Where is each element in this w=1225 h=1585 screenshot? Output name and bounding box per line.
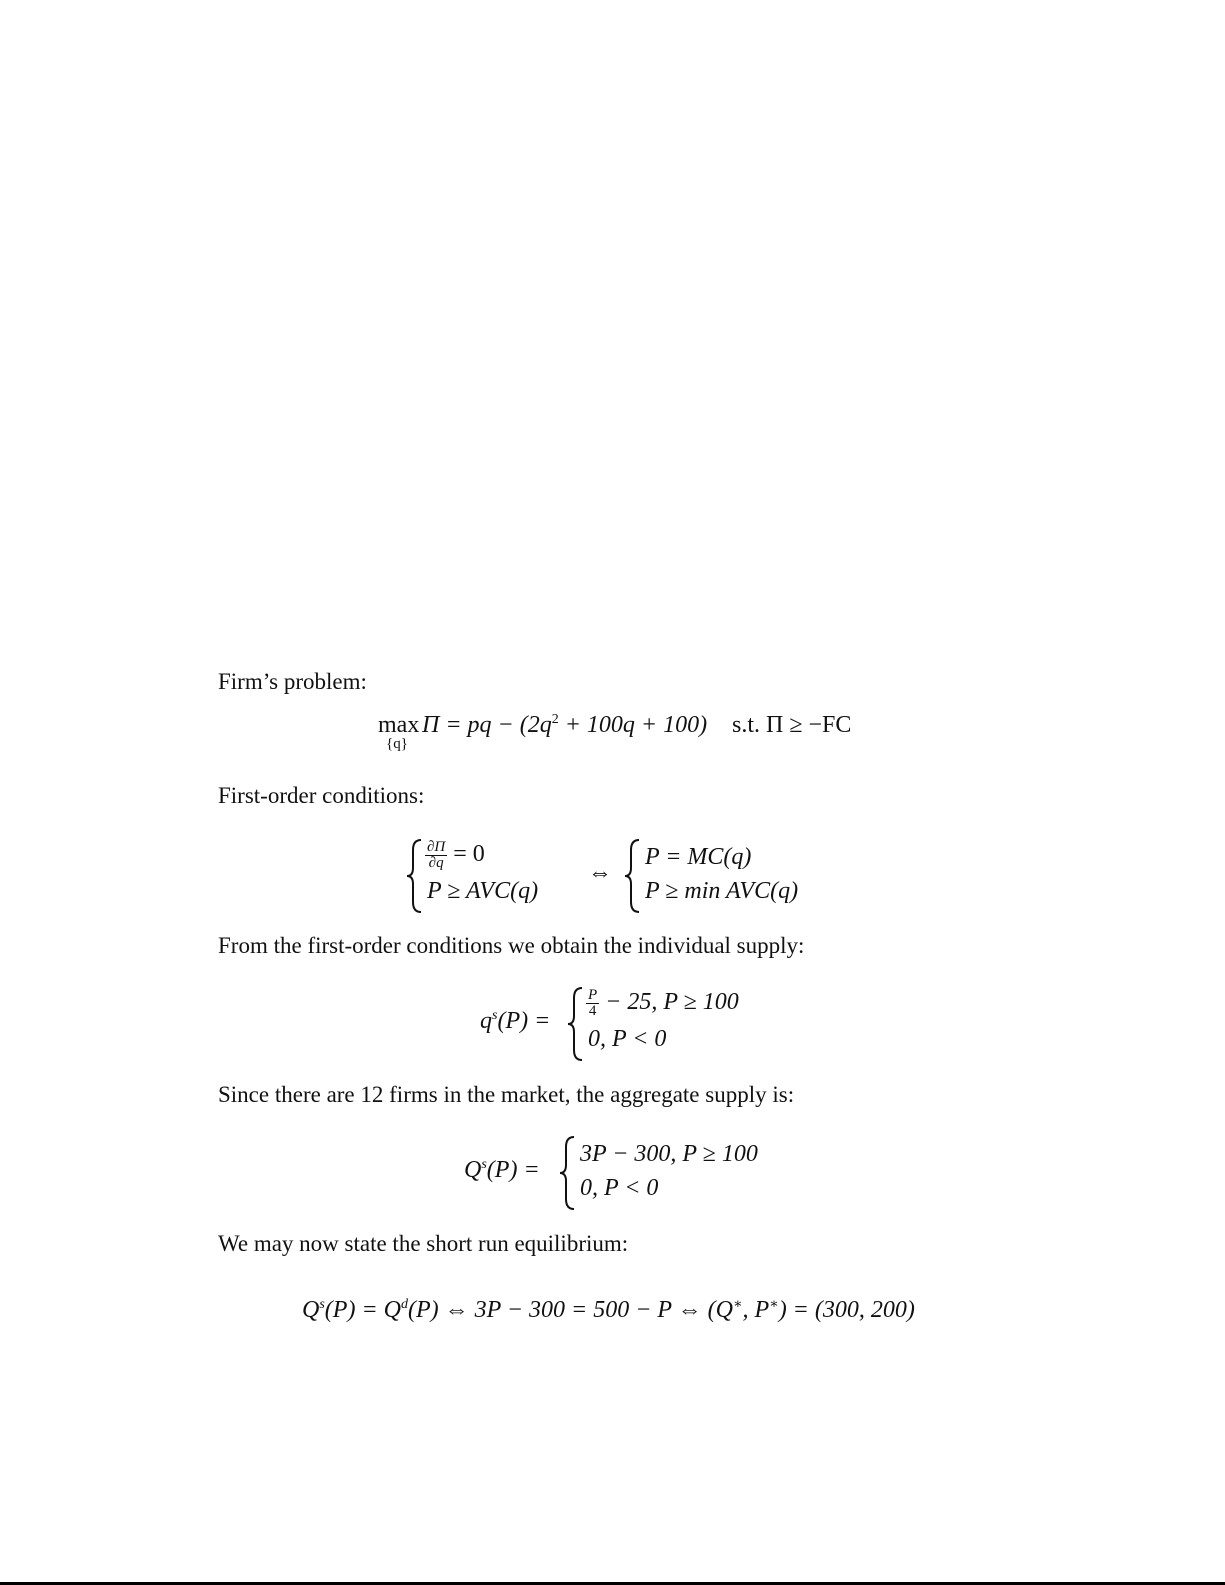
equation-foc-system bbox=[405, 838, 825, 918]
intro-first-order-conditions: First-order conditions: bbox=[218, 783, 425, 808]
intro-individual-supply: From the first-order conditions we obtain the individual supply: bbox=[218, 933, 805, 958]
foc-equiv-line-1: P = MC(q) bbox=[645, 844, 752, 870]
intro-firms-problem: Firm’s problem: bbox=[218, 669, 367, 694]
equation-equilibrium: $Q^s(P) = Q^d(P)$ ⇔ 3P − 300 = 500 − P ⇔ (Q∗, P∗) = (300, 200) bbox=[302, 1297, 915, 1323]
individual-supply-case-2: 0, P < 0 bbox=[588, 1026, 667, 1052]
supply-brace-icon bbox=[566, 986, 586, 1062]
equation-aggregate-supply bbox=[464, 1135, 784, 1215]
equation-individual-supply bbox=[480, 986, 780, 1066]
aggregate-supply-lhs: $Q^s(P)$ = bbox=[464, 1157, 540, 1183]
intro-aggregate-supply: Since there are 12 firms in the market, the aggregate supply is: bbox=[218, 1082, 795, 1107]
left-brace-icon bbox=[405, 838, 425, 914]
aggregate-supply-case-2: 0, P < 0 bbox=[580, 1175, 659, 1201]
foc-line-1: $\frac{\partial\Pi}{\partial q}$ = 0 bbox=[427, 839, 485, 871]
intro-short-run-equilibrium: We may now state the short run equilibrium: bbox=[218, 1231, 629, 1256]
individual-supply-case-1: $\frac{P}{4}$ − 25, P ≥ 100 bbox=[588, 987, 739, 1019]
aggregate-brace-icon bbox=[558, 1135, 578, 1211]
equation-firm-problem bbox=[378, 712, 898, 762]
max-operator: max bbox=[378, 712, 420, 738]
foc-equiv-line-2: P ≥ min AVC(q) bbox=[645, 878, 799, 904]
aggregate-supply-case-1: 3P − 300, P ≥ 100 bbox=[580, 1141, 758, 1167]
constraint: s.t. Π ≥ −FC bbox=[732, 712, 852, 738]
right-brace-icon bbox=[623, 838, 643, 914]
equivalence-symbol: ⇔ bbox=[588, 860, 612, 886]
profit-expression: Π = pq − $(2q^2 + 100q + 100)$ bbox=[422, 712, 708, 738]
max-subscript: {q} bbox=[386, 736, 408, 752]
foc-line-2: P ≥ AVC(q) bbox=[427, 878, 539, 904]
individual-supply-lhs: $q^s(P)$ = bbox=[480, 1008, 551, 1034]
